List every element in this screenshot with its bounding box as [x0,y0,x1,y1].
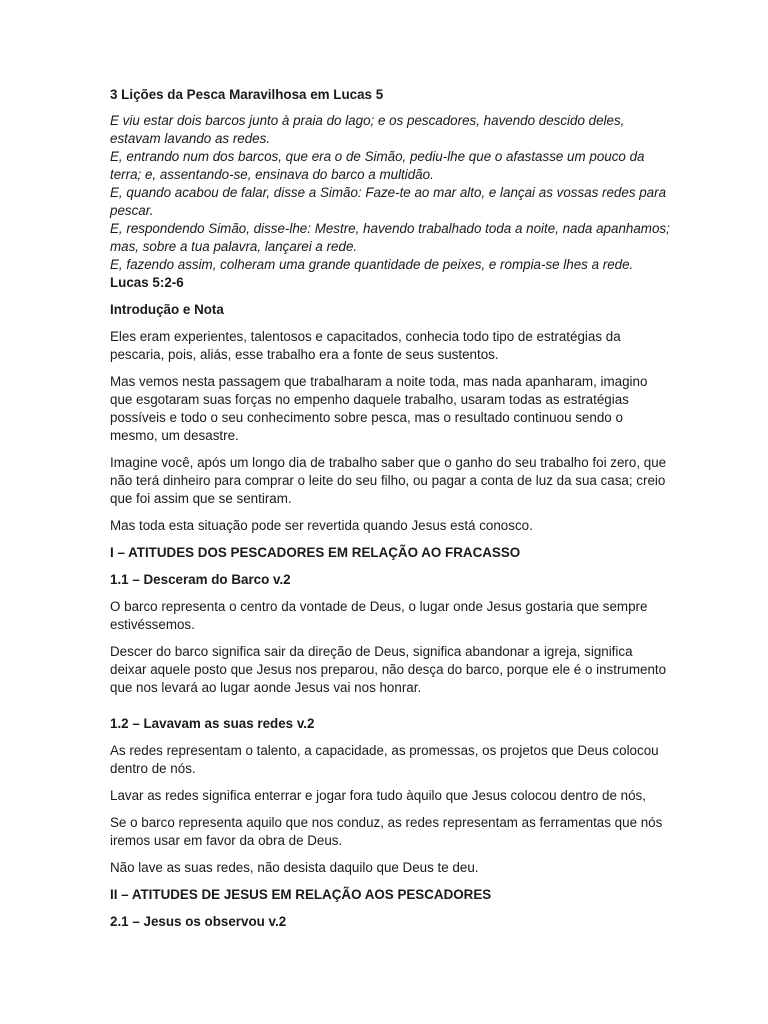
subsection-paragraph: O barco representa o centro da vontade de Deus, o lugar onde Jesus gostaria que sempre estivéssemos. [110,599,648,632]
quote-line: E, respondendo Simão, disse-lhe: Mestre, havendo trabalhado toda a noite, nada apanhamos; mas, sobre a tua palavra, lançarei a rede. [110,221,670,254]
scripture-reference: Lucas 5:2-6 [110,275,184,290]
intro-paragraph: Mas vemos nesta passagem que trabalharam a noite toda, mas nada apanharam, imagino que esgotaram suas forças no empenho daquele trabalho, usaram todas as estratégias possíveis e todo o seu conhecimento sobre pesca, mas o resultado continuou sendo o mesmo, um desastre. [110,374,648,443]
subsection-paragraph: Se o barco representa aquilo que nos conduz, as redes representam as ferramentas que nós iremos usar em favor da obra de Deus. [110,815,663,848]
intro-paragraph: Eles eram experientes, talentosos e capacitados, conhecia todo tipo de estratégias da pescaria, pois, aliás, esse trabalho era a fonte de seus sustentos. [110,329,621,362]
intro-paragraph: Mas toda esta situação pode ser revertida quando Jesus está conosco. [110,518,533,533]
quote-line: E, fazendo assim, colheram uma grande quantidade de peixes, e rompia-se lhes a rede. [110,257,634,272]
section-heading-2: II – ATITUDES DE JESUS EM RELAÇÃO AOS PESCADORES [110,887,492,902]
subsection-paragraph: As redes representam o talento, a capacidade, as promessas, os projetos que Deus colocou dentro de nós. [110,743,659,776]
scripture-quote [110,112,670,274]
document-page [110,86,670,940]
quote-line: E, quando acabou de falar, disse a Simão: Faze-te ao mar alto, e lançai as vossas redes para pescar. [110,185,667,218]
intro-paragraph: Imagine você, após um longo dia de trabalho saber que o ganho do seu trabalho foi zero, que não terá dinheiro para comprar o leite do seu filho, ou pagar a conta de luz da sua casa; creio que foi assim que se sentiram. [110,455,667,506]
quote-line: E, entrando num dos barcos, que era o de Simão, pediu-lhe que o afastasse um pouco da terra; e, assentando-se, ensinava do barco a multidão. [110,149,645,182]
subsection-paragraph: Descer do barco significa sair da direção de Deus, significa abandonar a igreja, significa deixar aquele posto que Jesus nos preparou, não desça do barco, porque ele é o instrumento que nos levará ao lugar aonde Jesus vai nos honrar. [110,644,667,695]
document-title: 3 Lições da Pesca Maravilhosa em Lucas 5 [110,87,384,102]
section-heading-1: I – ATITUDES DOS PESCADORES EM RELAÇÃO AO FRACASSO [110,545,521,560]
subsection-heading-1-1: 1.1 – Desceram do Barco v.2 [110,572,291,587]
subsection-paragraph: Não lave as suas redes, não desista daquilo que Deus te deu. [110,860,479,875]
intro-heading: Introdução e Nota [110,302,224,317]
quote-line: E viu estar dois barcos junto à praia do lago; e os pescadores, havendo descido deles, estavam lavando as redes. [110,113,625,146]
subsection-heading-1-2: 1.2 – Lavavam as suas redes v.2 [110,716,315,731]
subsection-heading-2-1: 2.1 – Jesus os observou v.2 [110,914,287,929]
subsection-paragraph: Lavar as redes significa enterrar e jogar fora tudo àquilo que Jesus colocou dentro de nós, [110,788,646,803]
